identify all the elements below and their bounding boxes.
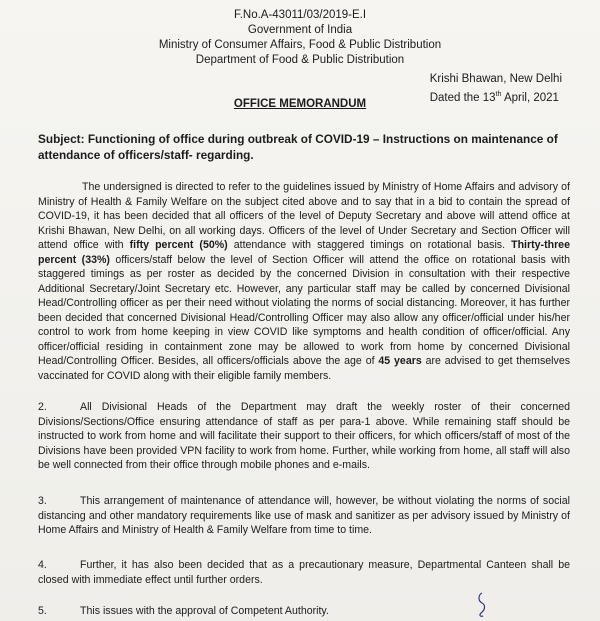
file-number: F.No.A-43011/03/2019-E.I — [233, 9, 367, 21]
paragraph-2: 2. All Divisional Heads of the Department may draft the weekly roster of their concerned Divisions/Sections/Office ensuring attendance of staff as per para-1 above. While remaining staff should be instructed to work from home and will facilitate their support to their officers, for which officers/staff of most of the Divisions have been provided VPN facility to work from home. Further, while working from home, all staff will also be well connected from their office through mobile phones and e-mails. — [38, 401, 570, 471]
paragraph-4: 4. Further, it has also been decided that as a precautionary measure, Departmental Canteen shall be closed with immediate effect until further orders. — [38, 559, 570, 586]
place: Krishi Bhawan, New Delhi — [429, 73, 562, 85]
paragraph-1: The undersigned is directed to refer to the guidelines issued by Ministry of Home Affairs and advisory of Ministry of Health & Family Welfare on the subject cited above and to say that in a bid to contain the spread of COVID-19, it has been decided that all officers of the level of Deputy Secretary and above will attend office at Krishi Bhawan, New Delhi, on all working days. Officers of the level of Under Secretary and Section Officer will attend office with fifty percent (50%) attendance with staggered timings on rotational basis. Thirty-three percent (33%) officers/staff below the level of Section Officer will attend the office on rotational basis with staggered timings as per roster as decided by the concerned Division in consultation with their respective Additional Secretary/Joint Secretary etc. However, any particular staff may be called by concerned Divisional Head/Controlling officer as per their need without violating the norms of social distancing. Moreover, it has further been decided that concerned Divisional Head/Controlling Officer may also allow any officer/official under his/her control to work from home keeping in view COVID like symptoms and health condition of officer/official. Any officer/official residing in containment zone may be allowed to work from home by concerned Divisional Head/Controlling Officer. Besides, all officers/officials above the age of 45 years are advised to get themselves vaccinated for COVID along with their eligible family members. — [38, 181, 571, 382]
paragraph-3: 3. This arrangement of maintenance of attendance will, however, be without violating the norms of social distancing and other mandatory requirements like use of mask and sanitizer as per advisory issued by Ministry of Home Affairs and Ministry of Health & Family Welfare from time to time. — [38, 495, 570, 536]
date: Dated the 13th April, 2021 — [429, 91, 559, 104]
memo-title: OFFICE MEMORANDUM — [233, 98, 367, 110]
government-line: Government of India — [247, 24, 353, 36]
subject: Subject: Functioning of office during outbreak of COVID-19 – Instructions on maintenance of attendance of officers/staff- regarding. — [38, 132, 558, 162]
letterhead — [0, 8, 600, 68]
department-line: Department of Food & Public Distribution — [195, 54, 405, 66]
signature-mark — [476, 592, 488, 618]
ministry-line: Ministry of Consumer Affairs, Food & Public Distribution — [158, 39, 442, 51]
paragraph-5: 5. This issues with the approval of Competent Authority. — [38, 605, 329, 617]
